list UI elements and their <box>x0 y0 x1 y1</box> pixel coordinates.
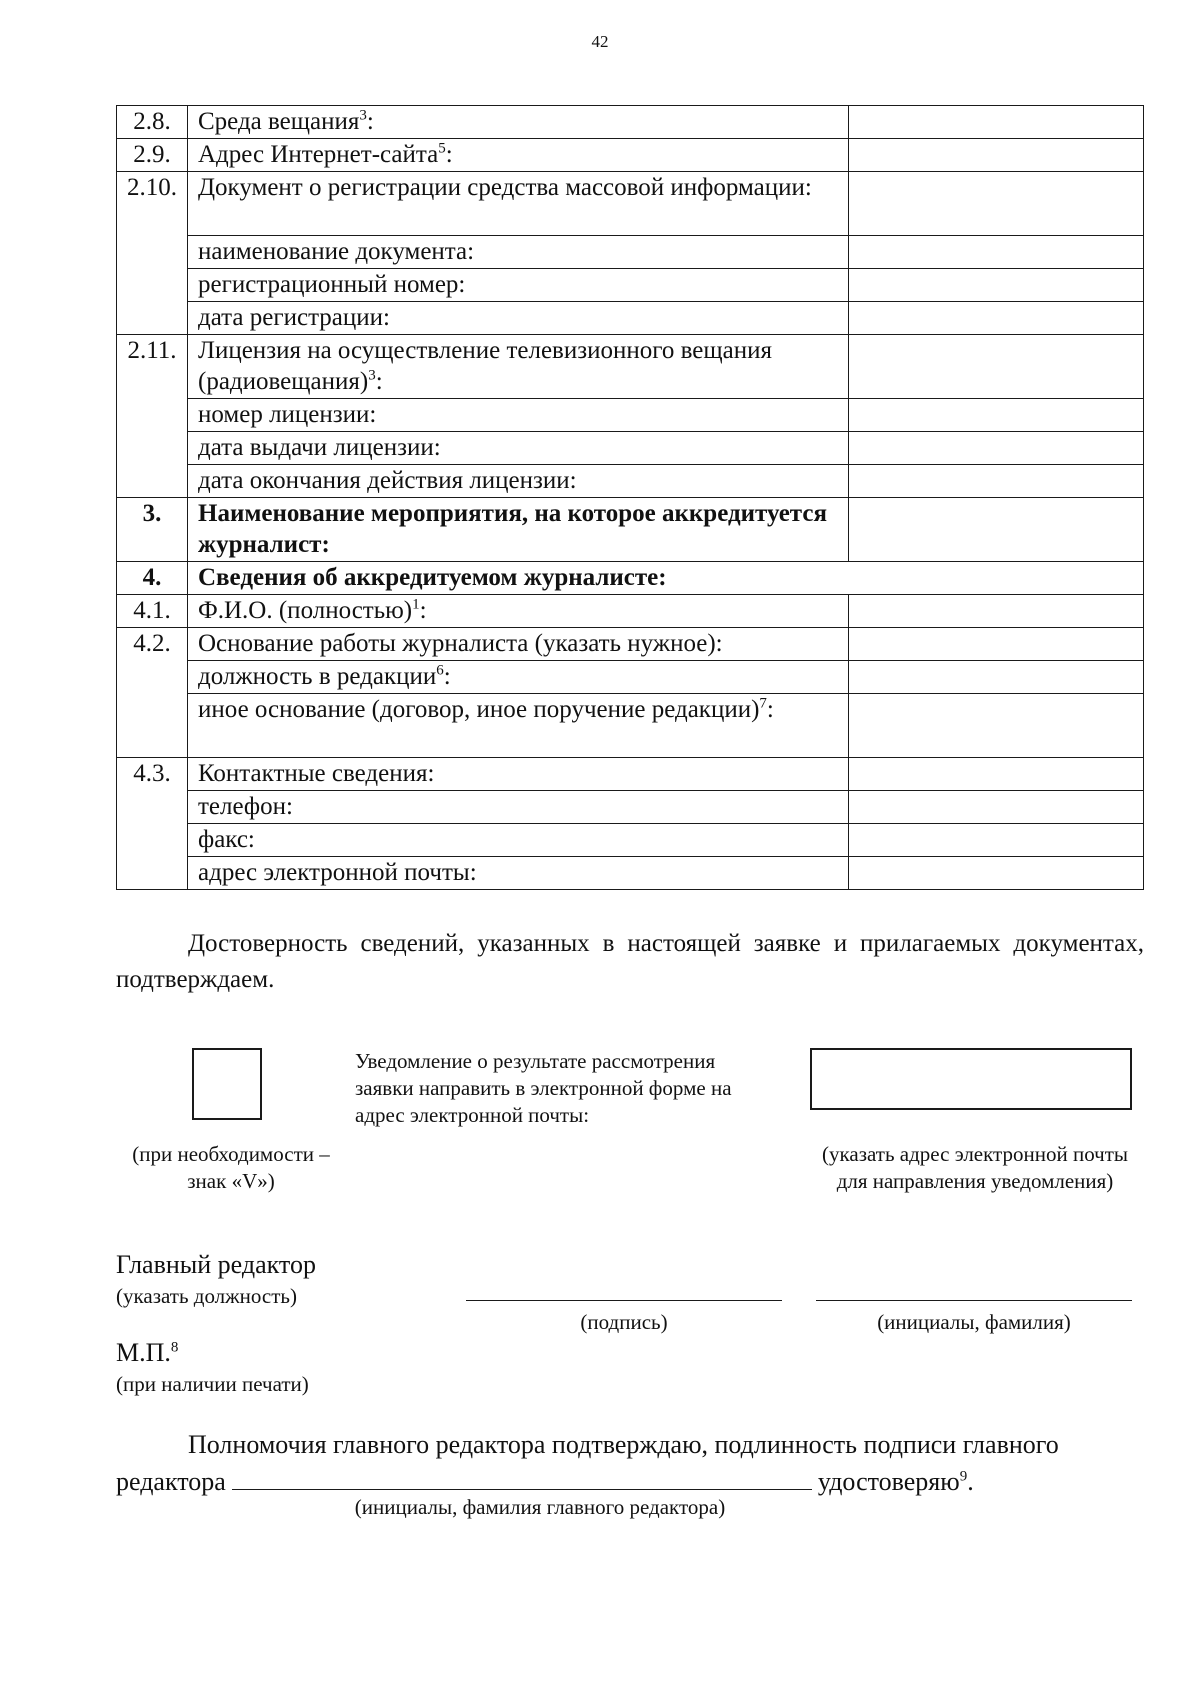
table-row <box>117 595 1144 628</box>
table-row <box>117 694 1144 758</box>
value-cell-broadcast-environment[interactable] <box>849 106 1144 139</box>
value-cell-website[interactable] <box>849 139 1144 172</box>
row-label: Основание работы журналиста (указать нужное): <box>188 628 849 661</box>
confirmation-paragraph: Достоверность сведений, указанных в настоящей заявке и прилагаемых документах, подтверждаем. <box>116 930 1144 993</box>
checkbox-note: (при необходимости – знак «V») <box>132 1142 330 1193</box>
row-label: дата регистрации: <box>188 302 849 335</box>
value-cell-email[interactable] <box>849 857 1144 890</box>
editor-title-note: (указать должность) <box>116 1284 298 1308</box>
notification-email-field[interactable] <box>810 1048 1132 1110</box>
row-label: дата окончания действия лицензии: <box>188 465 849 498</box>
name-caption: (инициалы, фамилия) <box>877 1310 1071 1334</box>
row-label: адрес электронной почты: <box>188 857 849 890</box>
table-row <box>117 302 1144 335</box>
notification-text: Уведомление о результате рассмотрения заявки направить в электронной форме на адрес электронной почты: <box>355 1049 732 1127</box>
accreditation-form-table <box>116 105 1144 890</box>
row-label: наименование документа: <box>188 236 849 269</box>
value-cell-registration-number[interactable] <box>849 269 1144 302</box>
row-number: 4.3. <box>117 758 188 890</box>
table-row <box>117 628 1144 661</box>
table-row <box>117 857 1144 890</box>
value-cell-position[interactable] <box>849 661 1144 694</box>
table-row <box>117 562 1144 595</box>
value-cell-license[interactable] <box>849 335 1144 399</box>
row-label: регистрационный номер: <box>188 269 849 302</box>
row-number: 3. <box>117 498 188 562</box>
row-number: 2.11. <box>117 335 188 498</box>
value-cell-document-name[interactable] <box>849 236 1144 269</box>
table-row <box>117 399 1144 432</box>
row-label: иное основание (договор, иное поручение редакции)$^7$: <box>188 694 849 758</box>
stamp-label: М.П.$^8$ <box>116 1338 179 1367</box>
authority-line-2: редактора удостоверяю$^9$. <box>116 1463 1144 1497</box>
row-number: 2.10. <box>117 172 188 335</box>
editor-title: Главный редактор <box>116 1250 316 1279</box>
value-cell-fax[interactable] <box>849 824 1144 857</box>
table-row <box>117 106 1144 139</box>
table-row <box>117 335 1144 399</box>
row-label: Наименование мероприятия, на которое аккредитуется журналист: <box>188 498 849 562</box>
row-label: Контактные сведения: <box>188 758 849 791</box>
email-note: (указать адрес электронной почты для направления уведомления) <box>822 1142 1128 1193</box>
value-cell-full-name[interactable] <box>849 595 1144 628</box>
value-cell-registration-document[interactable] <box>849 172 1144 236</box>
row-label: должность в редакции$^6$: <box>188 661 849 694</box>
value-cell-license-number[interactable] <box>849 399 1144 432</box>
row-number: 4.2. <box>117 628 188 758</box>
table-row <box>117 791 1144 824</box>
page-number: 42 <box>591 32 609 51</box>
table-row <box>117 432 1144 465</box>
table-row <box>117 824 1144 857</box>
signature-line[interactable] <box>466 1300 782 1301</box>
notification-checkbox[interactable] <box>192 1048 262 1120</box>
editor-name-caption: (инициалы, фамилия главного редактора) <box>354 1495 726 1519</box>
row-label: Ф.И.О. (полностью)$^1$: <box>188 595 849 628</box>
table-row <box>117 172 1144 236</box>
value-cell-other-basis[interactable] <box>849 694 1144 758</box>
table-row <box>117 758 1144 791</box>
table-row <box>117 236 1144 269</box>
value-cell-work-basis[interactable] <box>849 628 1144 661</box>
row-number: 4.1. <box>117 595 188 628</box>
stamp-note: (при наличии печати) <box>116 1372 309 1396</box>
table-row <box>117 498 1144 562</box>
signature-caption: (подпись) <box>580 1310 668 1334</box>
row-label: Адрес Интернет-сайта$^5$: <box>188 139 849 172</box>
authority-line: Полномочия главного редактора подтверждаю, подлинность подписи главного <box>188 1430 1059 1459</box>
row-label: дата выдачи лицензии: <box>188 432 849 465</box>
section-heading: Сведения об аккредитуемом журналисте: <box>188 562 1144 595</box>
value-cell-license-expiry-date[interactable] <box>849 465 1144 498</box>
row-label: Документ о регистрации средства массовой информации: <box>188 172 849 236</box>
value-cell-license-issue-date[interactable] <box>849 432 1144 465</box>
row-number: 2.9. <box>117 139 188 172</box>
value-cell-phone[interactable] <box>849 791 1144 824</box>
row-label: Среда вещания$^3$: <box>188 106 849 139</box>
table-row <box>117 139 1144 172</box>
row-label: телефон: <box>188 791 849 824</box>
table-row <box>117 661 1144 694</box>
table-row <box>117 269 1144 302</box>
value-cell-registration-date[interactable] <box>849 302 1144 335</box>
row-label: Лицензия на осуществление телевизионного вещания (радиовещания)$^3$: <box>188 335 849 399</box>
name-line[interactable] <box>816 1300 1132 1301</box>
row-label: номер лицензии: <box>188 399 849 432</box>
row-number: 2.8. <box>117 106 188 139</box>
value-cell-contacts[interactable] <box>849 758 1144 791</box>
row-label: факс: <box>188 824 849 857</box>
row-number: 4. <box>117 562 188 595</box>
editor-name-line[interactable] <box>232 1463 812 1490</box>
value-cell-event-name[interactable] <box>849 498 1144 562</box>
table-row <box>117 465 1144 498</box>
